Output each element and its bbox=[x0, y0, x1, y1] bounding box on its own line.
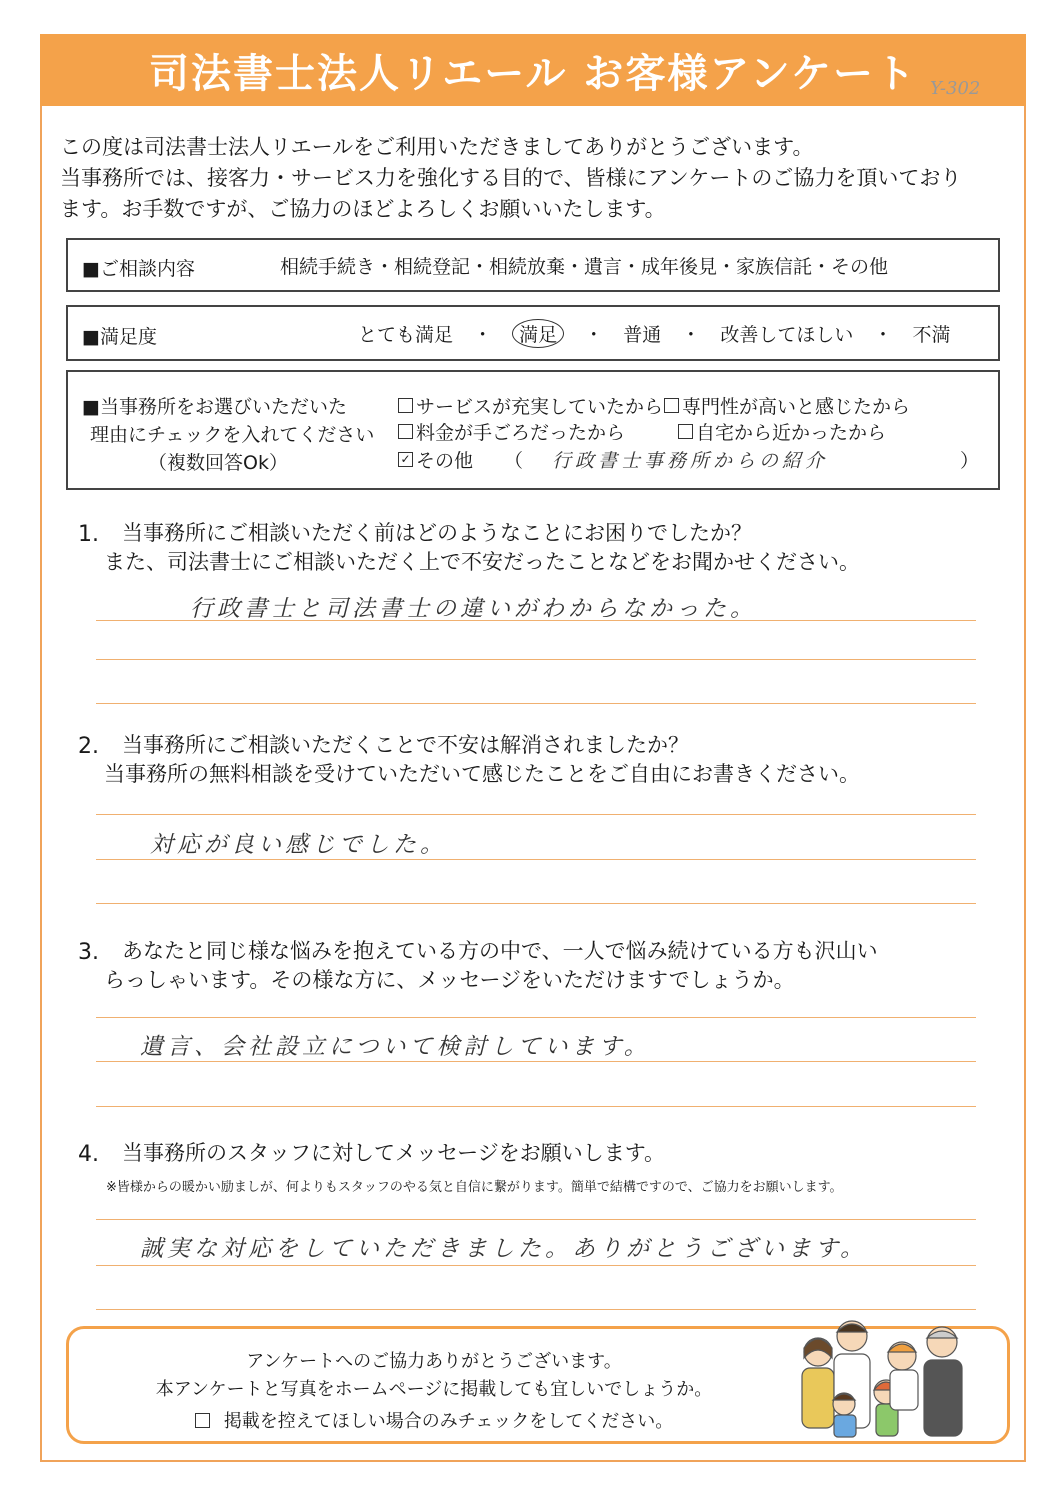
answer-rule bbox=[96, 1309, 976, 1310]
option-very-satisfied[interactable]: とても満足 bbox=[358, 324, 454, 346]
question-number: 3. bbox=[78, 940, 99, 965]
page-title: 司法書士法人リエール お客様アンケート bbox=[149, 50, 917, 97]
separator: ・ bbox=[681, 324, 701, 346]
reason-option-label: 自宅から近かったから bbox=[696, 422, 887, 444]
question-2-text bbox=[122, 730, 689, 761]
consult-label: ■ご相談内容 bbox=[82, 258, 195, 280]
reason-label-1: ■当事務所をお選びいただいた bbox=[82, 396, 347, 418]
consent-option[interactable] bbox=[69, 1407, 799, 1433]
reason-box bbox=[66, 370, 1000, 490]
question-3-text-2 bbox=[104, 965, 795, 996]
question-line: あなたと同じ様な悩みを抱えている方の中で、一人で悩み続けている方も沢山い bbox=[122, 939, 878, 963]
question-3-text bbox=[122, 936, 878, 967]
question-line: 当事務所の無料相談を受けていただいて感じたことをご自由にお書きください。 bbox=[104, 762, 860, 786]
question-line: 当事務所のスタッフに対してメッセージをお願いします。 bbox=[122, 1141, 666, 1165]
question-line: 当事務所にご相談いただくことで不安は解消されましたか？ bbox=[122, 733, 689, 757]
question-line: らっしゃいます。その様な方に、メッセージをいただけますでしょうか。 bbox=[104, 968, 795, 992]
other-close-paren: ） bbox=[960, 450, 980, 472]
other-open-paren: （ bbox=[504, 450, 524, 472]
answer-rule bbox=[96, 1219, 976, 1220]
answer-rule bbox=[96, 703, 976, 704]
answer-rule bbox=[96, 814, 976, 815]
question-4-text bbox=[122, 1138, 665, 1169]
intro-line: ます。お手数ですが、ご協力のほどよろしくお願いいたします。 bbox=[60, 197, 666, 221]
question-line: また、司法書士にご相談いただく上で不安だったことなどをお聞かせください。 bbox=[104, 550, 860, 574]
question-1-text bbox=[122, 518, 752, 549]
family-illustration bbox=[790, 1312, 975, 1440]
other-handwritten-answer[interactable]: 行政書士事務所からの紹介 bbox=[552, 450, 829, 472]
option-normal[interactable]: 普通 bbox=[623, 324, 662, 346]
satisfaction-label: ■満足度 bbox=[82, 326, 157, 348]
answer-rule bbox=[96, 659, 976, 660]
intro-text bbox=[60, 132, 1010, 225]
answer-rule bbox=[96, 1017, 976, 1018]
question-1-text-2 bbox=[104, 547, 860, 578]
question-2-text-2 bbox=[104, 759, 860, 790]
question-number: 2. bbox=[78, 734, 99, 759]
answer-rule bbox=[96, 1265, 976, 1266]
question-number: 4. bbox=[78, 1142, 99, 1167]
reason-label-3: （複数回答Ok） bbox=[148, 452, 288, 474]
consent-option-label: 掲載を控えてほしい場合のみチェックをしてください。 bbox=[223, 1411, 674, 1432]
intro-line: 当事務所では、接客力・サービス力を強化する目的で、皆様にアンケートのご協力を頂いており bbox=[60, 166, 962, 190]
answer-rule bbox=[96, 620, 976, 621]
reason-option-label: 専門性が高いと感じたから bbox=[682, 396, 911, 418]
separator: ・ bbox=[873, 324, 893, 346]
question-4-note: ※皆様からの暖かい励ましが、何よりもスタッフのやる気と自信に繋がります。簡単で結構ですので、ご協力をお願いします。 bbox=[106, 1180, 843, 1195]
answer-rule bbox=[96, 1106, 976, 1107]
reason-option-label: 料金が手ごろだったから bbox=[416, 422, 626, 444]
answer-1[interactable]: 行政書士と司法書士の違いがわからなかった。 bbox=[190, 596, 757, 622]
reason-option-price[interactable] bbox=[398, 418, 625, 445]
consent-thanks: アンケートへのご協力ありがとうございます。 bbox=[246, 1351, 622, 1372]
consent-checkbox[interactable] bbox=[195, 1413, 210, 1428]
consult-box bbox=[66, 238, 1000, 292]
question-number: 1. bbox=[78, 522, 99, 547]
reason-option-expert[interactable] bbox=[664, 392, 910, 419]
reason-option-label: サービスが充実していたから bbox=[416, 396, 664, 418]
reason-option-service[interactable] bbox=[398, 392, 663, 419]
reason-option-other[interactable] bbox=[398, 446, 473, 473]
reason-option-label: その他 bbox=[416, 450, 474, 472]
intro-line: この度は司法書士法人リエールをご利用いただきましてありがとうございます。 bbox=[60, 135, 814, 159]
checkbox-icon[interactable] bbox=[398, 424, 413, 439]
reason-option-near[interactable] bbox=[678, 418, 886, 445]
reason-label-2: 理由にチェックを入れてください bbox=[90, 424, 375, 446]
answer-rule bbox=[96, 903, 976, 904]
answer-4[interactable]: 誠実な対応をしていただきました。ありがとうございます。 bbox=[140, 1236, 868, 1262]
answer-3[interactable]: 遺言、会社設立について検討しています。 bbox=[140, 1034, 651, 1060]
answer-rule bbox=[96, 1061, 976, 1062]
separator: ・ bbox=[584, 324, 604, 346]
separator: ・ bbox=[473, 324, 493, 346]
option-improve[interactable]: 改善してほしい bbox=[720, 324, 854, 346]
answer-rule bbox=[96, 859, 976, 860]
option-satisfied-selected[interactable]: 満足 bbox=[512, 319, 564, 348]
satisfaction-options bbox=[358, 319, 951, 348]
answer-2[interactable]: 対応が良い感じでした。 bbox=[150, 832, 447, 858]
checkbox-icon[interactable] bbox=[664, 398, 679, 413]
consult-options: 相続手続き・相続登記・相続放棄・遺言・成年後見・家族信託・その他 bbox=[280, 256, 889, 278]
consent-question: 本アンケートと写真をホームページに掲載しても宜しいでしょうか。 bbox=[155, 1379, 713, 1400]
option-dissatisfied[interactable]: 不満 bbox=[912, 324, 951, 346]
checkbox-icon[interactable] bbox=[398, 398, 413, 413]
checkbox-icon[interactable] bbox=[678, 424, 693, 439]
satisfaction-box bbox=[66, 305, 1000, 361]
question-line: 当事務所にご相談いただく前はどのようなことにお困りでしたか？ bbox=[122, 521, 752, 545]
title-bar bbox=[40, 34, 1026, 106]
document-stamp: Y-302 bbox=[930, 78, 981, 99]
checkmark-icon[interactable]: ✓ bbox=[398, 452, 413, 467]
